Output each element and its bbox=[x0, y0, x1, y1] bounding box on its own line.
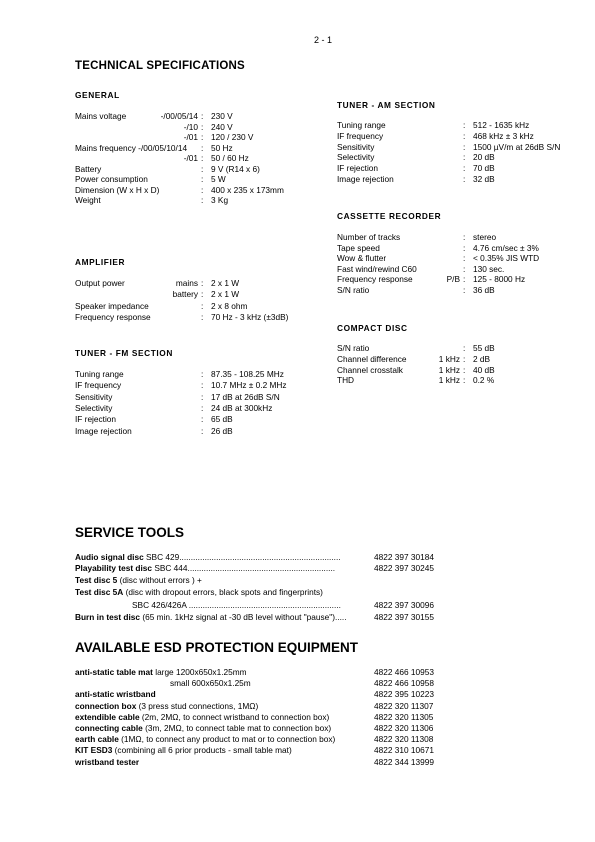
spec-colon: : bbox=[201, 142, 204, 153]
spec-sub: -/00/05/14 bbox=[160, 111, 198, 121]
esd-item-name: earth cable bbox=[75, 734, 119, 745]
spec-label: Frequency response bbox=[75, 311, 151, 322]
spec-colon: : bbox=[201, 300, 204, 311]
spec-colon: : bbox=[463, 343, 466, 353]
spec-label: Image rejection bbox=[337, 174, 394, 184]
esd-item-name: connection box bbox=[75, 700, 137, 711]
tool-description bbox=[75, 563, 335, 573]
spec-label: S/N ratio bbox=[337, 285, 370, 295]
tool-text: SBC 444................................................................ bbox=[152, 563, 336, 573]
spec-label: Image rejection bbox=[75, 425, 132, 436]
spec-label: Channel crosstalk bbox=[337, 364, 403, 375]
esd-item-name: anti-static wristband bbox=[75, 689, 156, 700]
spec-colon: : bbox=[463, 130, 466, 141]
spec-colon: : bbox=[463, 285, 466, 295]
spec-colon: : bbox=[201, 195, 204, 206]
spec-value: 55 dB bbox=[473, 343, 495, 353]
spec-colon: : bbox=[201, 311, 204, 322]
spec-label: Selectivity bbox=[75, 402, 113, 413]
spec-value: 2 x 1 W bbox=[211, 289, 240, 300]
spec-sub: P/B bbox=[446, 274, 460, 285]
spec-colon: : bbox=[463, 253, 466, 264]
spec-colon: : bbox=[463, 274, 466, 285]
spec-colon: : bbox=[463, 120, 466, 130]
spec-colon: : bbox=[463, 174, 466, 184]
spec-colon: : bbox=[201, 111, 204, 121]
tool-code: 4822 397 30155 bbox=[374, 612, 434, 622]
esd-code: 4822 310 10671 bbox=[374, 745, 434, 756]
spec-value: 3 Kg bbox=[211, 195, 229, 206]
spec-sub: -/01 bbox=[183, 153, 198, 164]
spec-label: Selectivity bbox=[337, 152, 375, 163]
spec-colon: : bbox=[463, 141, 466, 152]
spec-colon: : bbox=[201, 121, 204, 132]
esd-item-name: anti-static table mat bbox=[75, 667, 153, 677]
spec-value: 130 sec. bbox=[473, 263, 505, 274]
esd-code: 4822 395 10223 bbox=[374, 689, 434, 700]
spec-sub: 1 kHz bbox=[438, 364, 460, 375]
spec-label: IF frequency bbox=[337, 130, 384, 141]
spec-colon: : bbox=[201, 369, 204, 379]
esd-item-name: extendible cable bbox=[75, 711, 140, 722]
spec-colon: : bbox=[201, 132, 204, 143]
spec-value: 87.35 - 108.25 MHz bbox=[211, 369, 284, 379]
esd-item-text: (3 press stud connections, 1MΩ) bbox=[136, 700, 259, 711]
tool-code: 4822 397 30245 bbox=[374, 563, 434, 573]
spec-value: 120 / 230 V bbox=[211, 132, 254, 143]
spec-value: 70 dB bbox=[473, 163, 495, 174]
spec-value: 400 x 235 x 173mm bbox=[211, 184, 284, 195]
spec-value: 468 kHz ± 3 kHz bbox=[473, 130, 534, 141]
spec-label: Tape speed bbox=[337, 242, 380, 253]
spec-value: 17 dB at 26dB S/N bbox=[211, 391, 280, 402]
spec-label: Sensitivity bbox=[75, 391, 113, 402]
spec-label: Fast wind/rewind C60 bbox=[337, 263, 417, 274]
compact-disc-heading: COMPACT DISC bbox=[337, 323, 408, 333]
spec-colon: : bbox=[201, 402, 204, 413]
spec-colon: : bbox=[201, 380, 204, 391]
service-tools-heading: SERVICE TOOLS bbox=[75, 525, 185, 540]
spec-colon: : bbox=[201, 414, 204, 425]
spec-label: Wow & flutter bbox=[337, 253, 387, 264]
spec-value: 5 W bbox=[211, 174, 226, 185]
spec-label: Output power bbox=[75, 278, 125, 288]
spec-colon: : bbox=[201, 174, 204, 185]
spec-label: Battery bbox=[75, 163, 102, 174]
spec-label: IF rejection bbox=[75, 414, 117, 425]
esd-description bbox=[75, 745, 292, 755]
tool-name: Test disc 5A bbox=[75, 587, 124, 597]
general-heading: GENERAL bbox=[75, 90, 120, 100]
spec-value: 0.2 % bbox=[473, 375, 495, 386]
spec-value: 4.76 cm/sec ± 3% bbox=[473, 242, 539, 253]
tool-description bbox=[75, 587, 323, 597]
spec-value: 240 V bbox=[211, 121, 233, 132]
spec-colon: : bbox=[463, 152, 466, 163]
esd-description bbox=[75, 689, 156, 699]
spec-colon: : bbox=[201, 391, 204, 402]
esd-code: 4822 466 10953 bbox=[374, 667, 434, 677]
amplifier-heading: AMPLIFIER bbox=[75, 257, 126, 267]
spec-value: 2 x 1 W bbox=[211, 278, 240, 288]
spec-value: 26 dB bbox=[211, 425, 233, 436]
spec-value: < 0.35% JIS WTD bbox=[473, 253, 540, 264]
spec-value: 50 / 60 Hz bbox=[211, 153, 249, 164]
spec-value: 2 x 8 ohm bbox=[211, 300, 248, 311]
spec-value: stereo bbox=[473, 232, 497, 242]
spec-colon: : bbox=[463, 163, 466, 174]
tool-text: (disc without errors ) + bbox=[117, 575, 202, 585]
esd-item-text: (3m, 2MΩ, to connect table mat to connection box) bbox=[142, 723, 332, 733]
tool-description bbox=[75, 612, 347, 622]
spec-value: 230 V bbox=[211, 111, 233, 121]
spec-label: Mains frequency -/00/05/10/14 bbox=[75, 142, 188, 153]
spec-colon: : bbox=[463, 375, 466, 386]
esd-item-text: (1MΩ, to connect any product to mat or to connection box) bbox=[118, 734, 336, 745]
spec-colon: : bbox=[463, 353, 466, 364]
spec-label: THD bbox=[337, 375, 355, 386]
tool-text: (65 min. 1kHz signal at -30 dB level without "pause")..... bbox=[140, 612, 347, 622]
tool-code: 4822 397 30096 bbox=[374, 600, 434, 610]
spec-label: Frequency response bbox=[337, 274, 413, 285]
esd-item-text: (2m, 2MΩ, to connect wristband to connection box) bbox=[139, 711, 330, 722]
spec-label: Mains voltage bbox=[75, 111, 127, 121]
spec-value: 36 dB bbox=[473, 285, 495, 295]
tool-description bbox=[132, 600, 341, 610]
spec-label: Weight bbox=[75, 195, 101, 206]
page-number: 2 - 1 bbox=[314, 35, 333, 45]
spec-value: 10.7 MHz ± 0.2 MHz bbox=[211, 380, 287, 391]
spec-label: Tuning range bbox=[337, 120, 386, 130]
spec-sub: battery bbox=[172, 289, 198, 300]
tool-name: Playability test disc bbox=[75, 563, 153, 573]
tool-code: 4822 397 30184 bbox=[374, 552, 434, 562]
tuner-fm-heading: TUNER - FM SECTION bbox=[75, 348, 173, 358]
spec-colon: : bbox=[201, 425, 204, 436]
page-title: TECHNICAL SPECIFICATIONS bbox=[75, 60, 245, 72]
esd-heading: AVAILABLE ESD PROTECTION EQUIPMENT bbox=[75, 640, 359, 655]
esd-item-name: KIT ESD3 bbox=[75, 745, 113, 756]
spec-colon: : bbox=[201, 278, 204, 288]
spec-colon: : bbox=[463, 232, 466, 242]
esd-item-name: wristband tester bbox=[75, 756, 140, 767]
cassette-heading: CASSETTE RECORDER bbox=[337, 211, 442, 221]
esd-description bbox=[75, 734, 335, 744]
tool-text: SBC 429...................................................................... bbox=[143, 552, 341, 562]
spec-value: 20 dB bbox=[473, 152, 495, 163]
spec-sub: mains bbox=[175, 278, 198, 288]
tool-name: Burn in test disc bbox=[75, 612, 141, 622]
spec-value: 40 dB bbox=[473, 364, 495, 375]
spec-colon: : bbox=[463, 364, 466, 375]
spec-value: 70 Hz - 3 kHz (±3dB) bbox=[211, 311, 289, 322]
spec-label: Tuning range bbox=[75, 369, 124, 379]
spec-sub: 1 kHz bbox=[438, 353, 460, 364]
spec-value: 65 dB bbox=[211, 414, 233, 425]
tool-text: SBC 426/426A .................................................................. bbox=[132, 600, 341, 610]
spec-value: 32 dB bbox=[473, 174, 495, 184]
spec-colon: : bbox=[201, 153, 204, 164]
esd-description bbox=[75, 667, 247, 677]
esd-item-text: small 600x650x1.25m bbox=[170, 678, 251, 689]
esd-description bbox=[75, 723, 331, 733]
spec-value: 24 dB at 300kHz bbox=[211, 402, 273, 413]
esd-description bbox=[75, 701, 258, 711]
tool-text: (disc with dropout errors, black spots and fingerprints) bbox=[123, 587, 323, 597]
esd-description bbox=[75, 712, 329, 722]
spec-colon: : bbox=[463, 263, 466, 274]
spec-sub: -/01 bbox=[183, 132, 198, 143]
tuner-am-heading: TUNER - AM SECTION bbox=[337, 100, 436, 110]
spec-label: Speaker impedance bbox=[75, 300, 149, 311]
spec-label: Channel difference bbox=[337, 353, 407, 364]
esd-item-text: (combining all 6 prior products - small table mat) bbox=[112, 745, 292, 756]
spec-colon: : bbox=[201, 184, 204, 195]
spec-label: IF frequency bbox=[75, 380, 122, 391]
spec-colon: : bbox=[201, 289, 204, 300]
spec-value: 9 V (R14 x 6) bbox=[211, 163, 260, 174]
spec-colon: : bbox=[463, 242, 466, 253]
spec-sub: -/10 bbox=[183, 121, 198, 132]
esd-description bbox=[75, 757, 139, 767]
esd-code: 4822 320 11305 bbox=[374, 711, 434, 722]
spec-label: Sensitivity bbox=[337, 141, 375, 152]
esd-code: 4822 320 11308 bbox=[374, 734, 434, 745]
spec-value: 125 - 8000 Hz bbox=[473, 274, 526, 285]
tool-description bbox=[75, 552, 341, 562]
esd-item-name: connecting cable bbox=[75, 723, 143, 733]
spec-label: Dimension (W x H x D) bbox=[75, 184, 160, 195]
spec-label: Number of tracks bbox=[337, 232, 401, 242]
spec-value: 1500 µV/m at 26dB S/N bbox=[473, 141, 561, 152]
esd-item-text: large 1200x650x1.25mm bbox=[152, 667, 247, 677]
tool-name: Test disc 5 bbox=[75, 575, 118, 585]
tool-name: Audio signal disc bbox=[75, 552, 144, 562]
spec-value: 50 Hz bbox=[211, 142, 233, 153]
esd-code: 4822 466 10958 bbox=[374, 678, 434, 689]
tool-description bbox=[75, 575, 202, 585]
esd-code: 4822 344 13999 bbox=[374, 756, 434, 767]
esd-code: 4822 320 11307 bbox=[374, 700, 434, 711]
spec-colon: : bbox=[201, 163, 204, 174]
spec-label: Power consumption bbox=[75, 174, 148, 185]
esd-description bbox=[170, 678, 251, 688]
esd-code: 4822 320 11306 bbox=[374, 723, 434, 733]
spec-sub: 1 kHz bbox=[438, 375, 460, 386]
spec-value: 512 - 1635 kHz bbox=[473, 120, 530, 130]
spec-value: 2 dB bbox=[473, 353, 491, 364]
spec-label: IF rejection bbox=[337, 163, 379, 174]
spec-label: S/N ratio bbox=[337, 343, 370, 353]
